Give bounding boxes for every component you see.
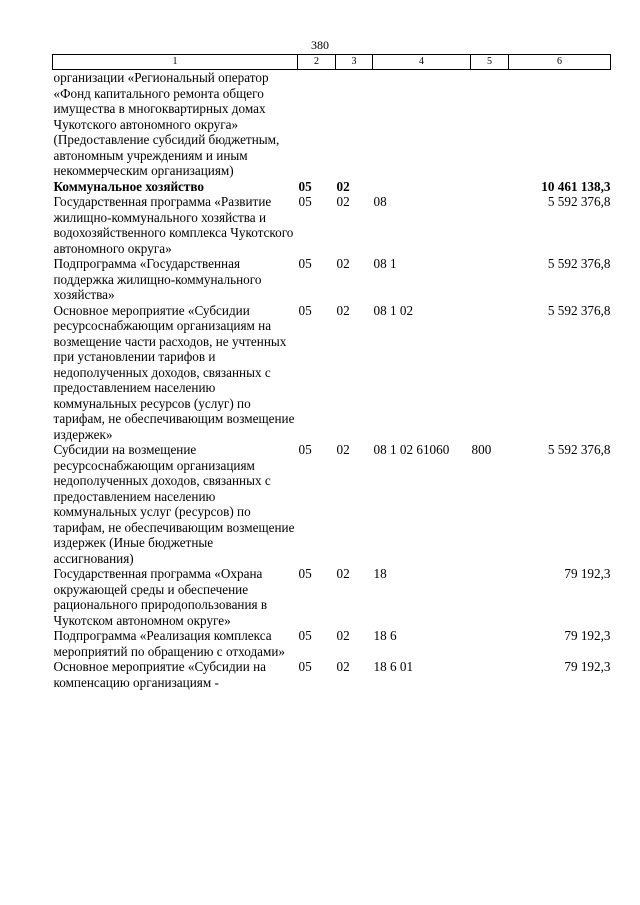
table-body (53, 70, 611, 691)
row-section (298, 70, 336, 179)
row-name: Субсидии на возмещение ресурсоснабжающим организациям недополученных доходов, связанных с предоставлением населению коммунальных услуг (ресурсов) по тарифам, не обеспечивающим возмещение издержек (Иные бюджетные ассигнования) (53, 442, 295, 566)
row-expense-type (471, 659, 509, 690)
table-row (53, 566, 611, 628)
row-target-article: 08 (373, 194, 387, 209)
row-name: организации «Региональный оператор «Фонд капитального ремонта общего имущества в многоквартирных домах Чукотского автономного округа» (Предоставление субсидий бюджетным, автономным учреждениям и иным некоммерческим организациям) (53, 70, 280, 178)
row-name: Основное мероприятие «Субсидии на компенсацию организациям - (53, 659, 266, 690)
row-name: Государственная программа «Охрана окружающей среды и обеспечение рационального природопользования в Чукотском автономном округе» (53, 566, 268, 628)
row-amount: 79 192,3 (564, 628, 611, 643)
row-expense-type (471, 179, 509, 195)
table-row (53, 442, 611, 566)
row-target-article (373, 70, 471, 179)
row-subsection: 02 (336, 178, 350, 194)
row-subsection: 02 (336, 566, 350, 581)
column-header-2: 2 (298, 55, 336, 70)
row-amount: 5 592 376,8 (547, 442, 611, 457)
header-row (53, 55, 611, 70)
table-row (53, 179, 611, 195)
row-subsection: 02 (336, 628, 350, 643)
row-amount: 79 192,3 (564, 566, 611, 581)
row-amount: 79 192,3 (564, 659, 611, 674)
row-name: Подпрограмма «Реализация комплекса мероприятий по обращению с отходами» (53, 628, 286, 659)
page-number: 380 (311, 38, 329, 52)
row-subsection: 02 (336, 194, 350, 209)
row-target-article: 08 1 (373, 256, 397, 271)
row-section: 05 (298, 566, 312, 581)
row-expense-type (471, 303, 509, 443)
column-header-1: 1 (53, 55, 298, 70)
table-row (53, 659, 611, 690)
row-section: 05 (298, 659, 312, 674)
row-target-article: 18 (373, 566, 387, 581)
row-expense-type (471, 628, 509, 659)
row-section: 05 (298, 256, 312, 271)
row-name: Коммунальное хозяйство (53, 178, 205, 194)
row-subsection: 02 (336, 302, 350, 318)
row-expense-type (471, 566, 509, 628)
table-row (53, 628, 611, 659)
row-expense-type (471, 70, 509, 179)
row-section: 05 (298, 302, 312, 318)
column-header-3: 3 (336, 55, 373, 70)
row-name: Государственная программа «Развитие жилищно-коммунального хозяйства и водохозяйственного комплекса Чукотского автономного округа» (53, 194, 294, 256)
row-expense-type (471, 256, 509, 303)
row-section: 05 (298, 194, 312, 209)
table-row (53, 256, 611, 303)
row-section: 05 (298, 628, 312, 643)
row-subsection: 02 (336, 442, 350, 457)
row-target-article: 08 1 02 (373, 302, 414, 318)
row-name: Подпрограмма «Государственная поддержка жилищно-коммунального хозяйства» (53, 256, 262, 302)
row-target-article: 18 6 (373, 628, 397, 643)
row-subsection: 02 (336, 256, 350, 271)
row-amount: 5 592 376,8 (547, 302, 611, 318)
row-expense-type: 800 (471, 442, 492, 457)
table-row (53, 70, 611, 179)
column-header-4: 4 (373, 55, 471, 70)
row-section: 05 (298, 178, 312, 194)
column-header-5: 5 (471, 55, 509, 70)
row-name: Основное мероприятие «Субсидии ресурсоснабжающим организациям на возмещение части расходов, не учтенных при установлении тарифов и недополученных доходов, связанных с предоставлением населению коммунальных ресурсов (услуг) по тарифам, не обеспечивающим возмещение издержек» (53, 302, 295, 442)
row-amount: 10 461 138,3 (541, 178, 611, 194)
row-expense-type (471, 194, 509, 256)
table-row (53, 194, 611, 256)
row-subsection (336, 70, 373, 179)
row-target-article (373, 179, 471, 195)
row-amount (509, 70, 611, 179)
row-amount: 5 592 376,8 (547, 194, 611, 209)
row-target-article: 18 6 01 (373, 659, 414, 674)
table-row (53, 303, 611, 443)
row-section: 05 (298, 442, 312, 457)
row-amount: 5 592 376,8 (547, 256, 611, 271)
column-header-6: 6 (509, 55, 611, 70)
budget-table (52, 54, 611, 690)
row-target-article: 08 1 02 61060 (373, 442, 450, 457)
row-subsection: 02 (336, 659, 350, 674)
